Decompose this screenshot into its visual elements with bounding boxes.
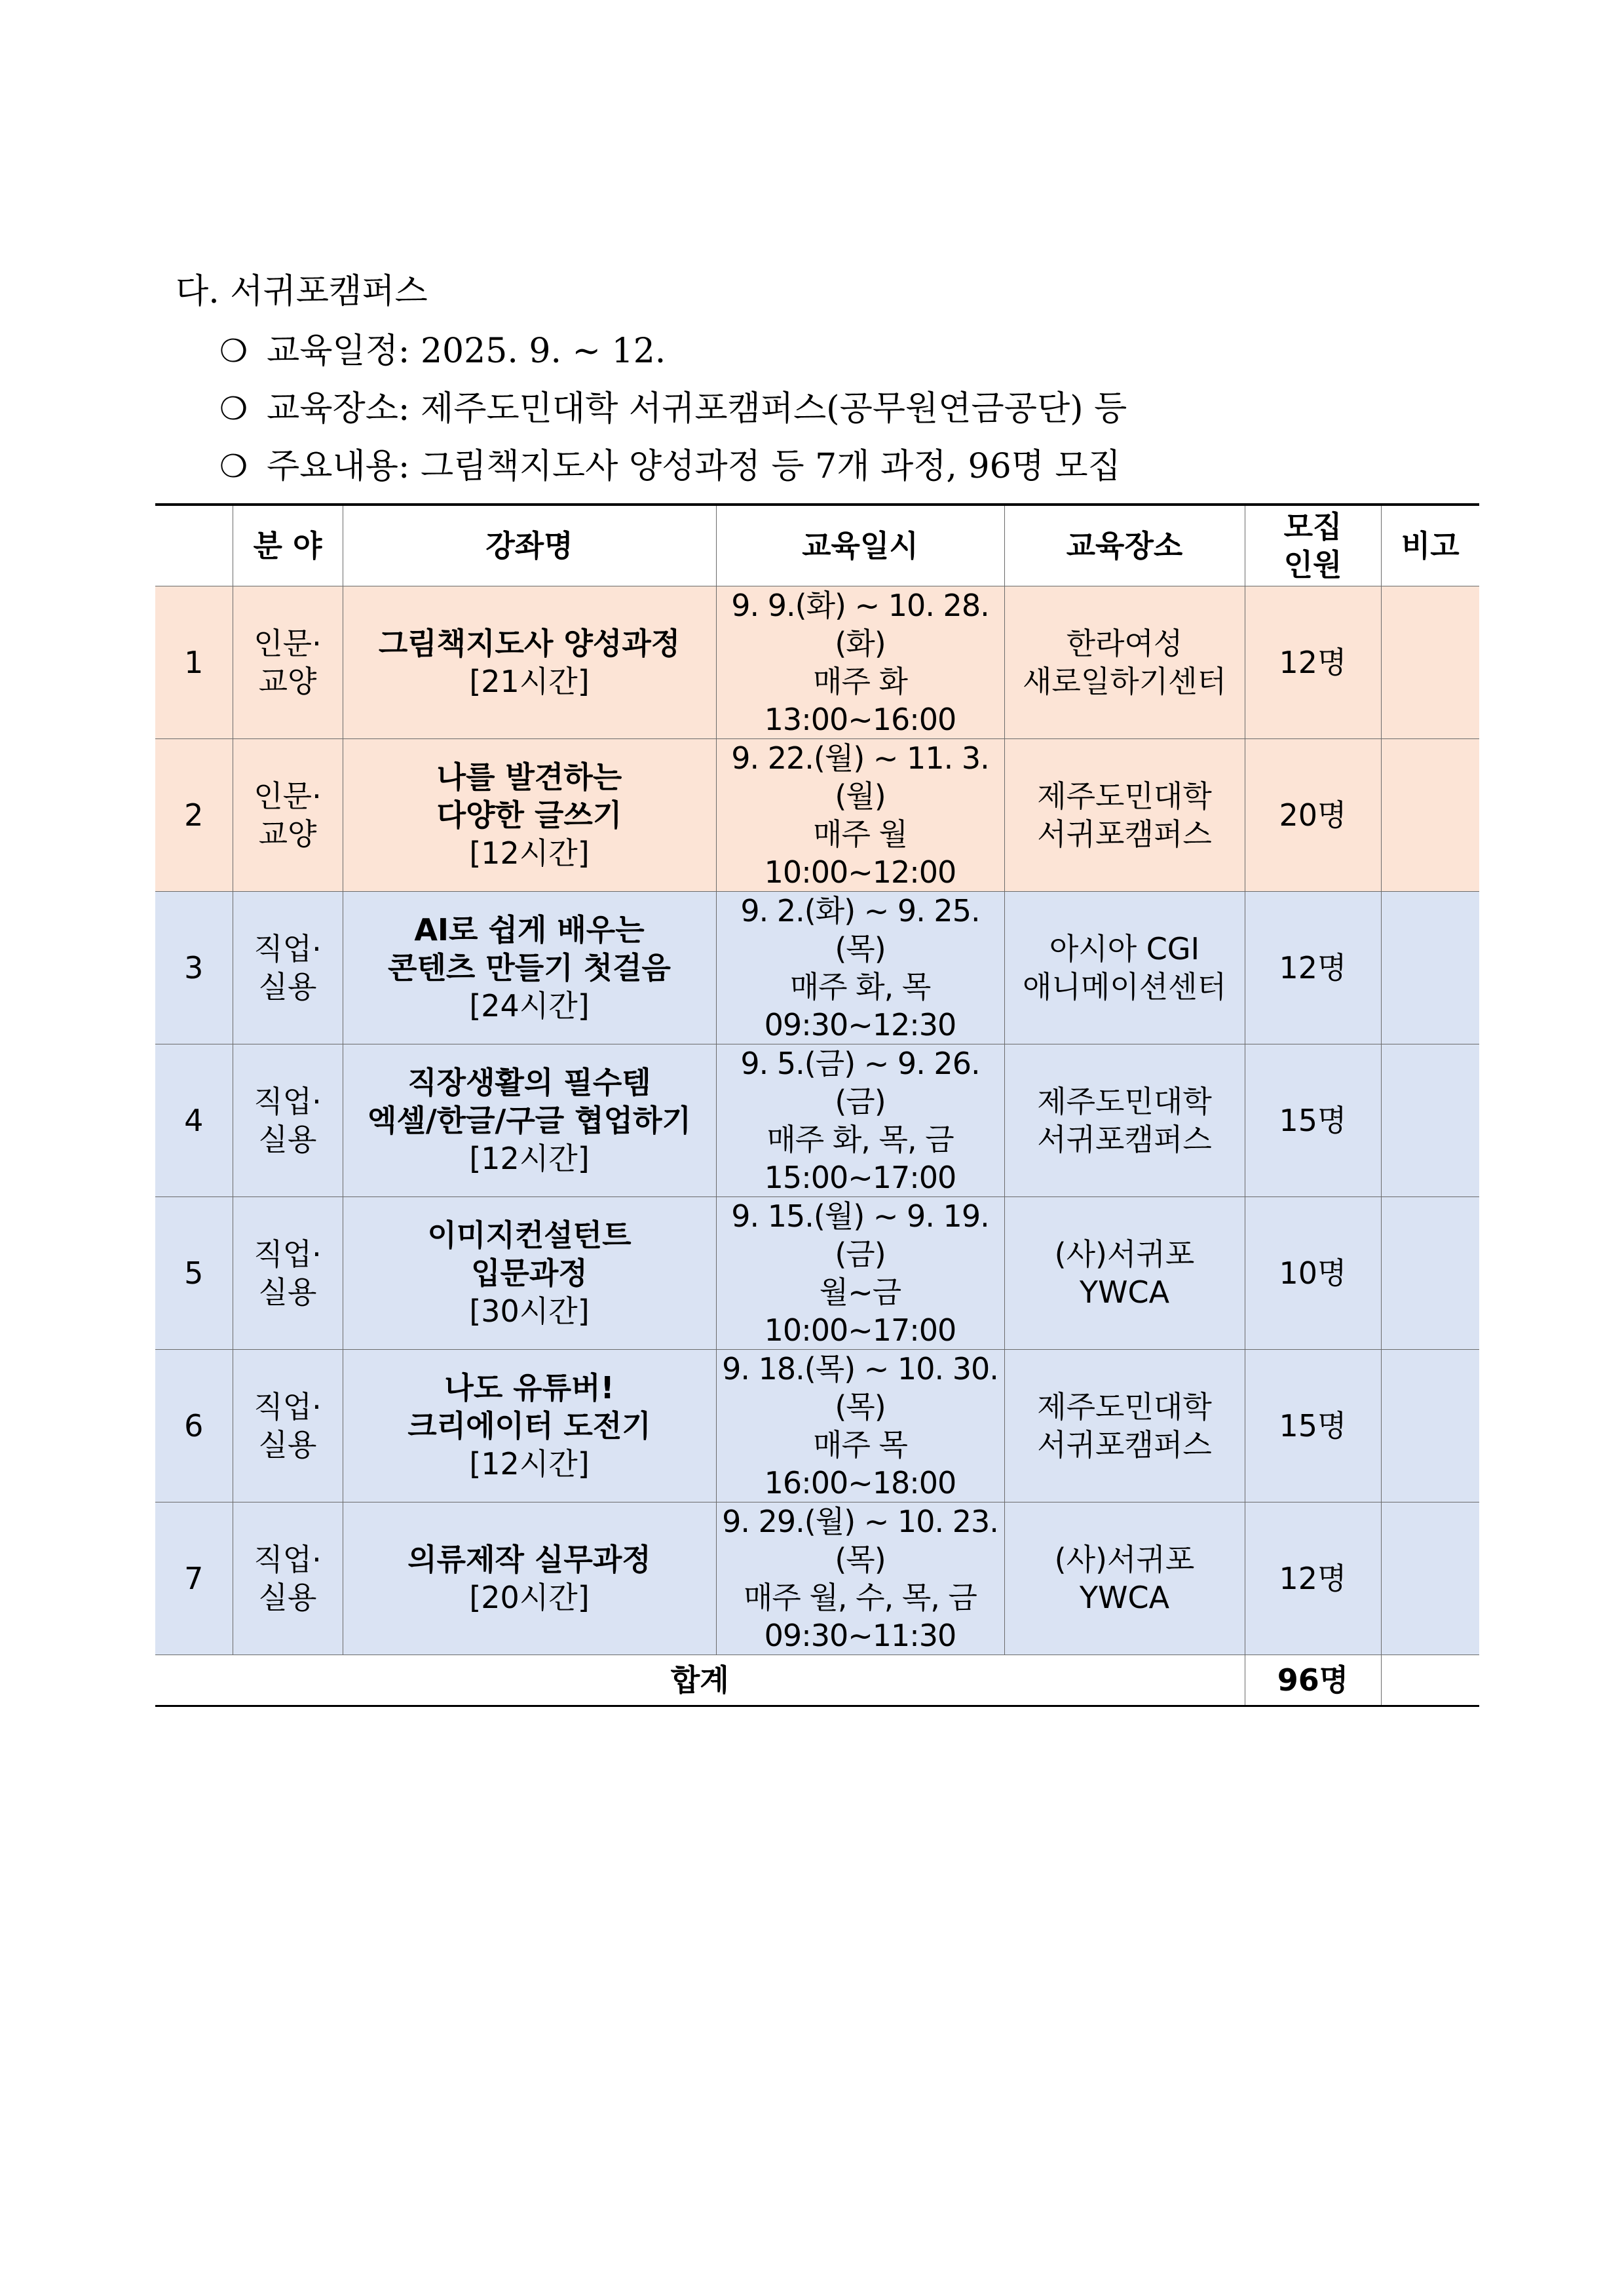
bullet-content: [219, 438, 1127, 495]
circle-bullet-icon: ❍: [219, 333, 248, 370]
course-hours: [30시간]: [469, 1293, 590, 1329]
row-field: 직업· 실용: [233, 892, 343, 1044]
bullet-location: [219, 380, 1127, 438]
course-title-text: 직장생활의 필수템 엑셀/한글/구글 협업하기: [368, 1065, 691, 1138]
row-field: 인문· 교양: [233, 586, 343, 739]
table-row: [155, 586, 1479, 739]
header-capacity: 모집 인원: [1245, 505, 1381, 586]
row-note: [1381, 892, 1479, 1044]
row-capacity: 12명: [1245, 1502, 1381, 1655]
row-note: [1381, 1502, 1479, 1655]
header-number: [155, 505, 233, 586]
course-title-text: 그림책지도사 양성과정: [378, 626, 681, 661]
course-hours: [12시간]: [469, 1446, 590, 1482]
row-note: [1381, 1044, 1479, 1197]
table-row: [155, 1197, 1479, 1350]
row-capacity: 15명: [1245, 1350, 1381, 1502]
header-note: 비고: [1381, 505, 1479, 586]
course-hours: [20시간]: [469, 1580, 590, 1615]
course-title-text: 이미지컨설턴트 입문과정: [427, 1217, 632, 1291]
row-number: 3: [155, 892, 233, 1044]
table-total-row: [155, 1655, 1479, 1706]
row-field: 인문· 교양: [233, 739, 343, 892]
circle-bullet-icon: ❍: [219, 448, 248, 485]
course-hours: [21시간]: [469, 664, 590, 699]
total-note: [1381, 1655, 1479, 1706]
course-hours: [12시간]: [469, 1141, 590, 1176]
table-row: [155, 892, 1479, 1044]
row-number: 2: [155, 739, 233, 892]
row-number: 1: [155, 586, 233, 739]
row-location: (사)서귀포 YWCA: [1004, 1197, 1245, 1350]
total-label: 합계: [155, 1655, 1245, 1706]
table-row: [155, 1350, 1479, 1502]
row-field: 직업· 실용: [233, 1044, 343, 1197]
row-capacity: 12명: [1245, 892, 1381, 1044]
row-course-title: [343, 1502, 716, 1655]
row-number: 6: [155, 1350, 233, 1502]
row-location: 한라여성 새로일하기센터: [1004, 586, 1245, 739]
row-field: 직업· 실용: [233, 1197, 343, 1350]
row-schedule: 9. 15.(월) ~ 9. 19.(금) 월~금 10:00~17:00: [716, 1197, 1004, 1350]
row-schedule: 9. 5.(금) ~ 9. 26.(금) 매주 화, 목, 금 15:00~17:00: [716, 1044, 1004, 1197]
row-location: 아시아 CGI 애니메이션센터: [1004, 892, 1245, 1044]
course-title-text: 의류제작 실무과정: [407, 1542, 651, 1577]
row-schedule: 9. 2.(화) ~ 9. 25.(목) 매주 화, 목 09:30~12:30: [716, 892, 1004, 1044]
row-schedule: 9. 29.(월) ~ 10. 23.(목) 매주 월, 수, 목, 금 09:30~11:30: [716, 1502, 1004, 1655]
course-title-text: 나를 발견하는 다양한 글쓰기: [436, 759, 622, 833]
bullet-schedule: [219, 322, 1127, 380]
row-location: 제주도민대학 서귀포캠퍼스: [1004, 739, 1245, 892]
row-number: 5: [155, 1197, 233, 1350]
summary-bullets: [219, 322, 1127, 495]
row-capacity: 12명: [1245, 586, 1381, 739]
course-title-text: 나도 유튜버! 크리에이터 도전기: [407, 1370, 651, 1444]
row-capacity: 20명: [1245, 739, 1381, 892]
bullet-text: 교육장소: 제주도민대학 서귀포캠퍼스(공무원연금공단) 등: [267, 389, 1127, 429]
row-course-title: [343, 1350, 716, 1502]
row-schedule: 9. 22.(월) ~ 11. 3.(월) 매주 월 10:00~12:00: [716, 739, 1004, 892]
total-capacity: 96명: [1245, 1655, 1381, 1706]
course-title-text: AI로 쉽게 배우는 콘텐츠 만들기 첫걸음: [388, 912, 671, 985]
row-field: 직업· 실용: [233, 1502, 343, 1655]
row-number: 7: [155, 1502, 233, 1655]
row-course-title: [343, 1197, 716, 1350]
header-location: 교육장소: [1004, 505, 1245, 586]
header-course-title: 강좌명: [343, 505, 716, 586]
row-course-title: [343, 739, 716, 892]
row-course-title: [343, 586, 716, 739]
header-field: 분 야: [233, 505, 343, 586]
bullet-text: 교육일정: 2025. 9. ~ 12.: [267, 332, 666, 371]
row-schedule: 9. 9.(화) ~ 10. 28.(화) 매주 화 13:00~16:00: [716, 586, 1004, 739]
table-header-row: [155, 505, 1479, 586]
row-capacity: 10명: [1245, 1197, 1381, 1350]
row-note: [1381, 739, 1479, 892]
row-course-title: [343, 892, 716, 1044]
table-row: [155, 1044, 1479, 1197]
circle-bullet-icon: ❍: [219, 391, 248, 427]
course-table: [155, 503, 1479, 1707]
row-note: [1381, 1350, 1479, 1502]
row-number: 4: [155, 1044, 233, 1197]
bullet-text: 주요내용: 그림책지도사 양성과정 등 7개 과정, 96명 모집: [267, 447, 1121, 486]
table-row: [155, 1502, 1479, 1655]
row-note: [1381, 1197, 1479, 1350]
course-hours: [24시간]: [469, 988, 590, 1024]
row-location: 제주도민대학 서귀포캠퍼스: [1004, 1350, 1245, 1502]
row-location: 제주도민대학 서귀포캠퍼스: [1004, 1044, 1245, 1197]
row-course-title: [343, 1044, 716, 1197]
course-hours: [12시간]: [469, 835, 590, 871]
row-capacity: 15명: [1245, 1044, 1381, 1197]
row-field: 직업· 실용: [233, 1350, 343, 1502]
section-heading: 다. 서귀포캠퍼스: [176, 272, 428, 311]
table-row: [155, 739, 1479, 892]
row-note: [1381, 586, 1479, 739]
row-schedule: 9. 18.(목) ~ 10. 30.(목) 매주 목 16:00~18:00: [716, 1350, 1004, 1502]
row-location: (사)서귀포 YWCA: [1004, 1502, 1245, 1655]
header-schedule: 교육일시: [716, 505, 1004, 586]
